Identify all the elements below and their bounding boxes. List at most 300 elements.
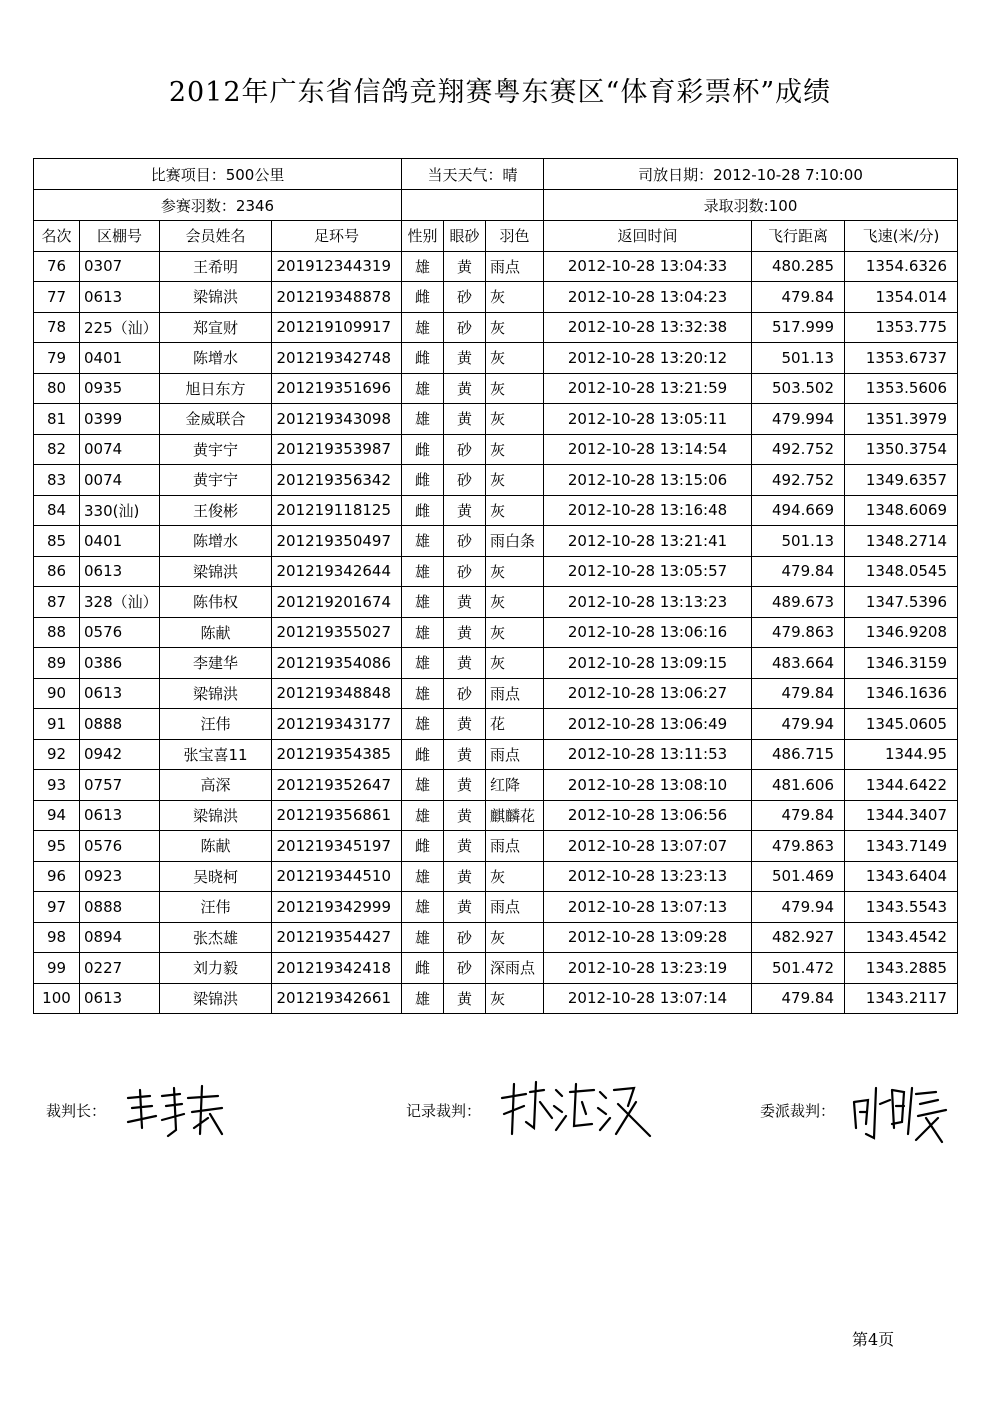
header-member: 会员姓名 <box>160 221 272 252</box>
cell-speed: 1353.6737 <box>845 343 958 374</box>
cell-loft: 0888 <box>80 709 160 740</box>
table-row <box>34 953 958 984</box>
cell-color: 红降 <box>486 770 544 801</box>
recorder-signature <box>496 1078 656 1144</box>
cell-distance: 479.994 <box>752 404 845 435</box>
cell-rank: 97 <box>34 892 80 923</box>
header-return-time: 返回时间 <box>544 221 752 252</box>
table-row <box>34 251 958 282</box>
cell-return-time: 2012-10-28 13:20:12 <box>544 343 752 374</box>
cell-eye: 黄 <box>444 861 486 892</box>
table-row <box>34 983 958 1014</box>
table-row <box>34 404 958 435</box>
results-table <box>33 158 958 1014</box>
cell-return-time: 2012-10-28 13:09:28 <box>544 922 752 953</box>
cell-eye: 黄 <box>444 709 486 740</box>
cell-loft: 0401 <box>80 526 160 557</box>
cell-distance: 479.94 <box>752 892 845 923</box>
cell-speed: 1348.6069 <box>845 495 958 526</box>
cell-sex: 雌 <box>402 434 444 465</box>
cell-sex: 雄 <box>402 770 444 801</box>
header-color: 羽色 <box>486 221 544 252</box>
cell-return-time: 2012-10-28 13:32:38 <box>544 312 752 343</box>
cell-sex: 雄 <box>402 678 444 709</box>
cell-loft: 0401 <box>80 343 160 374</box>
cell-distance: 489.673 <box>752 587 845 618</box>
cell-member: 陈献 <box>160 831 272 862</box>
cell-color: 灰 <box>486 282 544 313</box>
cell-sex: 雌 <box>402 282 444 313</box>
cell-color: 麒麟花 <box>486 800 544 831</box>
cell-color: 灰 <box>486 556 544 587</box>
cell-color: 灰 <box>486 648 544 679</box>
cell-member: 梁锦洪 <box>160 282 272 313</box>
table-row <box>34 465 958 496</box>
cell-distance: 501.13 <box>752 526 845 557</box>
cell-ring: 201219344510 <box>272 861 402 892</box>
header-sex: 性别 <box>402 221 444 252</box>
cell-eye: 砂 <box>444 678 486 709</box>
cell-sex: 雄 <box>402 800 444 831</box>
cell-member: 张杰雄 <box>160 922 272 953</box>
signature-area <box>0 1078 1000 1148</box>
cell-rank: 85 <box>34 526 80 557</box>
page-title: 2012年广东省信鸽竞翔赛粤东赛区“体育彩票杯”成绩 <box>168 77 832 108</box>
cell-distance: 501.472 <box>752 953 845 984</box>
cell-eye: 砂 <box>444 953 486 984</box>
cell-return-time: 2012-10-28 13:16:48 <box>544 495 752 526</box>
cell-eye: 黄 <box>444 831 486 862</box>
cell-eye: 黄 <box>444 983 486 1014</box>
table-row <box>34 770 958 801</box>
cell-speed: 1351.3979 <box>845 404 958 435</box>
cell-ring: 201219343098 <box>272 404 402 435</box>
table-row <box>34 861 958 892</box>
cell-member: 梁锦洪 <box>160 678 272 709</box>
cell-return-time: 2012-10-28 13:11:53 <box>544 739 752 770</box>
info-blank-cell <box>402 190 544 221</box>
cell-rank: 81 <box>34 404 80 435</box>
cell-eye: 黄 <box>444 404 486 435</box>
cell-sex: 雄 <box>402 983 444 1014</box>
qualified-count: 录取羽数:100 <box>544 190 958 221</box>
cell-eye: 黄 <box>444 251 486 282</box>
cell-loft: 0757 <box>80 770 160 801</box>
cell-eye: 砂 <box>444 434 486 465</box>
cell-loft: 0576 <box>80 617 160 648</box>
table-row <box>34 617 958 648</box>
recorder-label: 记录裁判： <box>406 1102 482 1120</box>
cell-rank: 93 <box>34 770 80 801</box>
cell-member: 黄宇宁 <box>160 465 272 496</box>
cell-ring: 201219355027 <box>272 617 402 648</box>
cell-speed: 1346.1636 <box>845 678 958 709</box>
cell-distance: 481.606 <box>752 770 845 801</box>
cell-distance: 501.13 <box>752 343 845 374</box>
cell-speed: 1354.6326 <box>845 251 958 282</box>
cell-distance: 479.84 <box>752 556 845 587</box>
cell-return-time: 2012-10-28 13:07:13 <box>544 892 752 923</box>
cell-return-time: 2012-10-28 13:05:11 <box>544 404 752 435</box>
cell-speed: 1343.6404 <box>845 861 958 892</box>
header-loft: 区棚号 <box>80 221 160 252</box>
cell-ring: 201219342999 <box>272 892 402 923</box>
cell-sex: 雌 <box>402 343 444 374</box>
cell-ring: 201912344319 <box>272 251 402 282</box>
header-distance: 飞行距离 <box>752 221 845 252</box>
cell-loft: 328（汕） <box>80 587 160 618</box>
cell-rank: 89 <box>34 648 80 679</box>
cell-color: 雨点 <box>486 678 544 709</box>
cell-ring: 201219348848 <box>272 678 402 709</box>
table-row <box>34 373 958 404</box>
cell-member: 旭日东方 <box>160 373 272 404</box>
cell-distance: 479.863 <box>752 617 845 648</box>
cell-rank: 78 <box>34 312 80 343</box>
cell-ring: 201219342748 <box>272 343 402 374</box>
cell-color: 深雨点 <box>486 953 544 984</box>
cell-return-time: 2012-10-28 13:14:54 <box>544 434 752 465</box>
cell-speed: 1353.5606 <box>845 373 958 404</box>
cell-distance: 517.999 <box>752 312 845 343</box>
cell-return-time: 2012-10-28 13:04:33 <box>544 251 752 282</box>
cell-rank: 92 <box>34 739 80 770</box>
cell-rank: 80 <box>34 373 80 404</box>
cell-rank: 77 <box>34 282 80 313</box>
header-ring: 足环号 <box>272 221 402 252</box>
cell-ring: 201219201674 <box>272 587 402 618</box>
delegate-label: 委派裁判： <box>760 1102 836 1120</box>
cell-member: 李建华 <box>160 648 272 679</box>
cell-return-time: 2012-10-28 13:15:06 <box>544 465 752 496</box>
table-row <box>34 648 958 679</box>
cell-return-time: 2012-10-28 13:06:56 <box>544 800 752 831</box>
cell-sex: 雄 <box>402 861 444 892</box>
cell-distance: 479.84 <box>752 983 845 1014</box>
cell-sex: 雄 <box>402 617 444 648</box>
entries-count: 参赛羽数：2346 <box>34 190 402 221</box>
cell-color: 灰 <box>486 434 544 465</box>
cell-color: 灰 <box>486 587 544 618</box>
cell-loft: 0613 <box>80 282 160 313</box>
cell-speed: 1346.9208 <box>845 617 958 648</box>
cell-loft: 0942 <box>80 739 160 770</box>
table-row <box>34 343 958 374</box>
cell-distance: 501.469 <box>752 861 845 892</box>
cell-loft: 0613 <box>80 800 160 831</box>
cell-rank: 76 <box>34 251 80 282</box>
cell-member: 陈增水 <box>160 343 272 374</box>
cell-return-time: 2012-10-28 13:08:10 <box>544 770 752 801</box>
cell-color: 雨点 <box>486 892 544 923</box>
cell-speed: 1349.6357 <box>845 465 958 496</box>
cell-member: 金威联合 <box>160 404 272 435</box>
cell-loft: 0613 <box>80 678 160 709</box>
cell-distance: 486.715 <box>752 739 845 770</box>
cell-speed: 1344.95 <box>845 739 958 770</box>
cell-ring: 201219354385 <box>272 739 402 770</box>
cell-speed: 1354.014 <box>845 282 958 313</box>
cell-ring: 201219109917 <box>272 312 402 343</box>
cell-ring: 201219345197 <box>272 831 402 862</box>
cell-loft: 0074 <box>80 465 160 496</box>
cell-speed: 1343.5543 <box>845 892 958 923</box>
cell-return-time: 2012-10-28 13:13:23 <box>544 587 752 618</box>
cell-sex: 雄 <box>402 709 444 740</box>
cell-loft: 0074 <box>80 434 160 465</box>
cell-rank: 91 <box>34 709 80 740</box>
cell-speed: 1350.3754 <box>845 434 958 465</box>
cell-loft: 0386 <box>80 648 160 679</box>
cell-color: 花 <box>486 709 544 740</box>
cell-color: 灰 <box>486 312 544 343</box>
cell-member: 吴晓柯 <box>160 861 272 892</box>
table-row <box>34 678 958 709</box>
cell-ring: 201219356861 <box>272 800 402 831</box>
race-item: 比赛项目：500公里 <box>34 159 402 190</box>
weather: 当天天气：晴 <box>402 159 544 190</box>
cell-rank: 96 <box>34 861 80 892</box>
cell-sex: 雄 <box>402 892 444 923</box>
table-row <box>34 709 958 740</box>
cell-rank: 94 <box>34 800 80 831</box>
cell-rank: 83 <box>34 465 80 496</box>
cell-member: 陈献 <box>160 617 272 648</box>
cell-sex: 雌 <box>402 495 444 526</box>
cell-member: 王俊彬 <box>160 495 272 526</box>
info-row-1 <box>34 159 958 190</box>
cell-member: 郑宣财 <box>160 312 272 343</box>
table-row <box>34 892 958 923</box>
cell-color: 雨点 <box>486 739 544 770</box>
cell-member: 汪伟 <box>160 709 272 740</box>
cell-sex: 雄 <box>402 404 444 435</box>
cell-speed: 1343.7149 <box>845 831 958 862</box>
cell-ring: 201219353987 <box>272 434 402 465</box>
cell-distance: 492.752 <box>752 465 845 496</box>
cell-speed: 1346.3159 <box>845 648 958 679</box>
cell-speed: 1344.3407 <box>845 800 958 831</box>
cell-eye: 砂 <box>444 526 486 557</box>
cell-return-time: 2012-10-28 13:05:57 <box>544 556 752 587</box>
chief-judge-signature <box>122 1078 232 1140</box>
cell-loft: 0935 <box>80 373 160 404</box>
table-row <box>34 495 958 526</box>
cell-speed: 1343.2117 <box>845 983 958 1014</box>
cell-eye: 黄 <box>444 739 486 770</box>
cell-return-time: 2012-10-28 13:07:14 <box>544 983 752 1014</box>
cell-ring: 201219350497 <box>272 526 402 557</box>
cell-distance: 479.94 <box>752 709 845 740</box>
cell-return-time: 2012-10-28 13:06:16 <box>544 617 752 648</box>
cell-sex: 雄 <box>402 922 444 953</box>
cell-member: 高深 <box>160 770 272 801</box>
cell-member: 王希明 <box>160 251 272 282</box>
cell-eye: 黄 <box>444 892 486 923</box>
cell-loft: 225（汕） <box>80 312 160 343</box>
cell-sex: 雌 <box>402 831 444 862</box>
cell-loft: 330(汕) <box>80 495 160 526</box>
cell-color: 灰 <box>486 922 544 953</box>
cell-loft: 0576 <box>80 831 160 862</box>
cell-loft: 0894 <box>80 922 160 953</box>
cell-sex: 雌 <box>402 465 444 496</box>
cell-rank: 79 <box>34 343 80 374</box>
cell-sex: 雄 <box>402 251 444 282</box>
cell-sex: 雄 <box>402 648 444 679</box>
cell-rank: 86 <box>34 556 80 587</box>
cell-color: 灰 <box>486 861 544 892</box>
header-speed: 飞速(米/分) <box>845 221 958 252</box>
table-row <box>34 526 958 557</box>
cell-speed: 1353.775 <box>845 312 958 343</box>
cell-member: 梁锦洪 <box>160 556 272 587</box>
cell-eye: 黄 <box>444 770 486 801</box>
cell-ring: 201219351696 <box>272 373 402 404</box>
cell-eye: 黄 <box>444 495 486 526</box>
cell-rank: 95 <box>34 831 80 862</box>
cell-loft: 0613 <box>80 556 160 587</box>
cell-ring: 201219342418 <box>272 953 402 984</box>
cell-return-time: 2012-10-28 13:23:13 <box>544 861 752 892</box>
cell-sex: 雌 <box>402 953 444 984</box>
cell-eye: 黄 <box>444 343 486 374</box>
cell-return-time: 2012-10-28 13:06:27 <box>544 678 752 709</box>
cell-color: 灰 <box>486 465 544 496</box>
cell-return-time: 2012-10-28 13:23:19 <box>544 953 752 984</box>
cell-speed: 1348.2714 <box>845 526 958 557</box>
cell-color: 灰 <box>486 343 544 374</box>
cell-distance: 494.669 <box>752 495 845 526</box>
cell-member: 黄宇宁 <box>160 434 272 465</box>
cell-color: 雨点 <box>486 831 544 862</box>
cell-return-time: 2012-10-28 13:09:15 <box>544 648 752 679</box>
cell-member: 汪伟 <box>160 892 272 923</box>
cell-eye: 黄 <box>444 800 486 831</box>
cell-return-time: 2012-10-28 13:04:23 <box>544 282 752 313</box>
cell-distance: 479.84 <box>752 282 845 313</box>
cell-eye: 黄 <box>444 587 486 618</box>
cell-loft: 0399 <box>80 404 160 435</box>
cell-color: 灰 <box>486 983 544 1014</box>
header-rank: 名次 <box>34 221 80 252</box>
cell-member: 刘力毅 <box>160 953 272 984</box>
cell-rank: 99 <box>34 953 80 984</box>
cell-distance: 479.84 <box>752 678 845 709</box>
cell-color: 灰 <box>486 404 544 435</box>
cell-sex: 雄 <box>402 526 444 557</box>
table-row <box>34 434 958 465</box>
cell-eye: 砂 <box>444 556 486 587</box>
cell-eye: 砂 <box>444 465 486 496</box>
cell-speed: 1343.2885 <box>845 953 958 984</box>
table-row <box>34 739 958 770</box>
cell-ring: 201219352647 <box>272 770 402 801</box>
cell-member: 梁锦洪 <box>160 800 272 831</box>
cell-color: 灰 <box>486 495 544 526</box>
cell-eye: 砂 <box>444 282 486 313</box>
cell-speed: 1348.0545 <box>845 556 958 587</box>
cell-rank: 98 <box>34 922 80 953</box>
cell-loft: 0307 <box>80 251 160 282</box>
cell-return-time: 2012-10-28 13:21:59 <box>544 373 752 404</box>
cell-ring: 201219342644 <box>272 556 402 587</box>
cell-ring: 201219343177 <box>272 709 402 740</box>
cell-return-time: 2012-10-28 13:06:49 <box>544 709 752 740</box>
cell-color: 灰 <box>486 617 544 648</box>
release-date: 司放日期：2012-10-28 7:10:00 <box>544 159 958 190</box>
table-row <box>34 282 958 313</box>
cell-rank: 100 <box>34 983 80 1014</box>
cell-color: 雨点 <box>486 251 544 282</box>
cell-loft: 0227 <box>80 953 160 984</box>
cell-member: 梁锦洪 <box>160 983 272 1014</box>
cell-speed: 1347.5396 <box>845 587 958 618</box>
header-eye: 眼砂 <box>444 221 486 252</box>
cell-eye: 砂 <box>444 922 486 953</box>
cell-distance: 492.752 <box>752 434 845 465</box>
cell-member: 陈伟权 <box>160 587 272 618</box>
cell-distance: 483.664 <box>752 648 845 679</box>
cell-speed: 1343.4542 <box>845 922 958 953</box>
cell-distance: 479.863 <box>752 831 845 862</box>
cell-distance: 482.927 <box>752 922 845 953</box>
cell-speed: 1345.0605 <box>845 709 958 740</box>
info-row-2 <box>34 190 958 221</box>
cell-loft: 0613 <box>80 983 160 1014</box>
table-row <box>34 556 958 587</box>
cell-ring: 201219342661 <box>272 983 402 1014</box>
page-number: 第4页 <box>852 1330 895 1349</box>
table-row <box>34 922 958 953</box>
table-row <box>34 800 958 831</box>
cell-distance: 480.285 <box>752 251 845 282</box>
cell-eye: 黄 <box>444 648 486 679</box>
cell-rank: 90 <box>34 678 80 709</box>
cell-return-time: 2012-10-28 13:07:07 <box>544 831 752 862</box>
cell-ring: 201219354086 <box>272 648 402 679</box>
cell-member: 陈增水 <box>160 526 272 557</box>
cell-rank: 84 <box>34 495 80 526</box>
cell-color: 灰 <box>486 373 544 404</box>
cell-ring: 201219118125 <box>272 495 402 526</box>
cell-eye: 砂 <box>444 312 486 343</box>
cell-color: 雨白条 <box>486 526 544 557</box>
delegate-signature <box>846 1078 956 1148</box>
cell-return-time: 2012-10-28 13:21:41 <box>544 526 752 557</box>
cell-sex: 雄 <box>402 556 444 587</box>
cell-ring: 201219348878 <box>272 282 402 313</box>
cell-sex: 雌 <box>402 739 444 770</box>
table-row <box>34 831 958 862</box>
cell-sex: 雄 <box>402 587 444 618</box>
cell-rank: 82 <box>34 434 80 465</box>
cell-loft: 0923 <box>80 861 160 892</box>
cell-sex: 雄 <box>402 373 444 404</box>
cell-eye: 黄 <box>444 617 486 648</box>
cell-distance: 479.84 <box>752 800 845 831</box>
cell-member: 张宝喜11 <box>160 739 272 770</box>
cell-distance: 503.502 <box>752 373 845 404</box>
table-row <box>34 312 958 343</box>
cell-speed: 1344.6422 <box>845 770 958 801</box>
cell-eye: 黄 <box>444 373 486 404</box>
cell-ring: 201219354427 <box>272 922 402 953</box>
table-row <box>34 587 958 618</box>
header-row <box>34 221 958 252</box>
cell-ring: 201219356342 <box>272 465 402 496</box>
cell-sex: 雄 <box>402 312 444 343</box>
